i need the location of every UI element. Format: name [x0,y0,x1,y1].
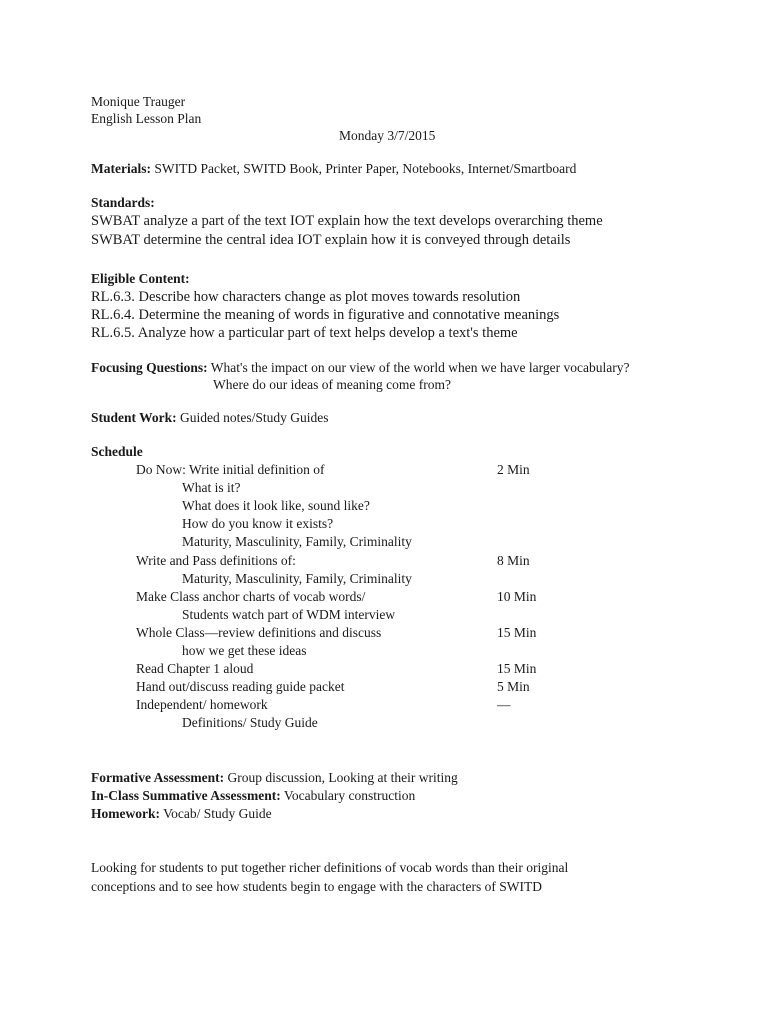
author-name: Monique Trauger [91,94,186,109]
student-work-label: Student Work: [91,410,177,425]
schedule-row [136,461,576,479]
homework-label: Homework: [91,806,160,821]
schedule-activity: Write and Pass definitions of: [136,552,296,568]
schedule-activity: What does it look like, sound like? [182,498,370,514]
schedule-row [136,714,576,732]
schedule-activity: Whole Class—review definitions and discuss [136,624,382,640]
summative-assessment-text: Vocabulary construction [283,788,416,803]
schedule-time: 5 Min [497,679,530,695]
plan-title: English Lesson Plan [91,111,202,126]
materials-label: Materials: [91,161,151,176]
schedule-activity: Make Class anchor charts of vocab words/ [136,588,366,604]
schedule-time: — [497,697,511,713]
schedule-activity: Do Now: Write initial definition of [136,462,325,477]
materials-text: SWITD Packet, SWITD Book, Printer Paper, Notebooks, Internet/Smartboard [154,161,577,176]
eligible-content-item: RL.6.5. Analyze how a particular part of text helps develop a text's theme [91,325,518,341]
student-work-text: Guided notes/Study Guides [180,410,329,425]
schedule-row [136,678,576,696]
schedule-activity: Independent/ homework [136,697,268,713]
focusing-question: Where do our ideas of meaning come from? [213,377,452,392]
eligible-content-item: RL.6.4. Determine the meaning of words in figurative and connotative meanings [91,307,560,323]
plan-date: Monday 3/7/2015 [339,128,436,143]
schedule-time: 8 Min [497,552,530,568]
schedule-row [136,642,576,660]
schedule-activity: What is it? [182,480,241,496]
schedule-row [136,570,576,588]
summative-assessment-label: In-Class Summative Assessment: [91,788,281,803]
formative-assessment-line [91,769,458,787]
schedule-time: 15 Min [497,661,537,677]
schedule-activity: Read Chapter 1 aloud [136,661,254,677]
standard-item: SWBAT analyze a part of the text IOT explain how the text develops overarching theme [91,213,603,229]
schedule-row [136,696,576,714]
schedule-activity: Students watch part of WDM interview [182,606,396,622]
schedule-activity: Maturity, Masculinity, Family, Criminality [182,534,412,550]
focusing-questions-line [91,359,629,377]
student-work-line [91,409,329,427]
homework-text: Vocab/ Study Guide [163,806,272,821]
schedule-row [136,533,576,551]
schedule-time: 10 Min [497,588,537,604]
closing-line: conceptions and to see how students begin to engage with the characters of SWITD [91,879,542,894]
standard-item: SWBAT determine the central idea IOT explain how it is conveyed through details [91,232,571,248]
homework-line [91,805,272,823]
schedule-time: 2 Min [497,462,530,477]
eligible-content-item: RL.6.3. Describe how characters change as plot moves towards resolution [91,289,521,305]
focusing-questions-label: Focusing Questions: [91,360,208,375]
formative-assessment-text: Group discussion, Looking at their writing [227,770,458,785]
eligible-content-label: Eligible Content: [91,271,190,286]
schedule-activity: how we get these ideas [182,643,307,658]
schedule-label: Schedule [91,444,143,459]
schedule-row [136,606,576,624]
schedule-row [136,479,576,497]
schedule-row [136,552,576,570]
schedule-activity: Definitions/ Study Guide [182,715,318,731]
schedule-row [136,515,576,533]
schedule-row [136,624,576,642]
closing-line: Looking for students to put together richer definitions of vocab words than their original [91,860,569,875]
focusing-question: What's the impact on our view of the world when we have larger vocabulary? [210,360,630,375]
schedule-time: 15 Min [497,624,537,640]
formative-assessment-label: Formative Assessment: [91,770,225,785]
schedule-row [136,660,576,678]
materials-line [91,160,576,178]
schedule-activity: Maturity, Masculinity, Family, Criminality [182,570,412,586]
schedule-activity: Hand out/discuss reading guide packet [136,679,345,695]
summative-assessment-line [91,787,415,805]
schedule-activity: How do you know it exists? [182,516,334,532]
standards-label: Standards: [91,195,155,210]
schedule-row [136,497,576,515]
schedule-row [136,588,576,606]
